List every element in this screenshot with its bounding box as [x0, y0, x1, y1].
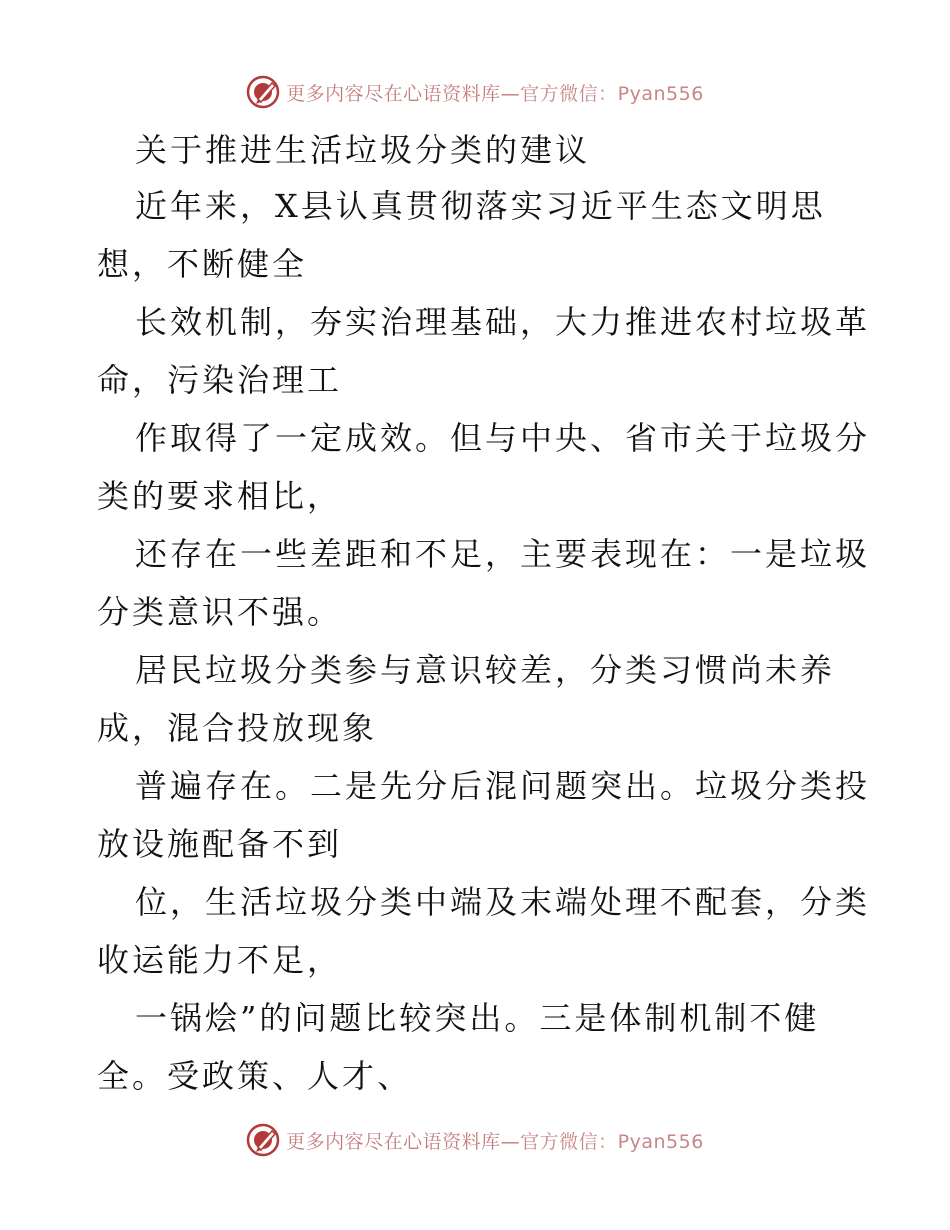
paragraph-line: 长效机制，夯实治理基础，大力推进农村垃圾革	[135, 303, 871, 341]
paragraph-line: 作取得了一定成效。但与中央、省市关于垃圾分	[135, 419, 871, 457]
paragraph-line: 收运能力不足，	[97, 941, 343, 979]
banner-wechat: 官方微信：Pyan556	[520, 1130, 704, 1153]
paragraph-line: 命，污染治理工	[97, 361, 343, 399]
paragraph-line: 放设施配备不到	[97, 825, 343, 863]
paragraph-line: 类的要求相比，	[97, 477, 343, 515]
paragraph-line: 一锅烩”的问题比较突出。三是体制机制不健	[135, 999, 820, 1037]
paragraph-line: 普遍存在。二是先分后混问题突出。垃圾分类投	[135, 767, 871, 805]
pen-logo-icon	[246, 75, 280, 109]
banner-text: 更多内容尽在心语资料库—官方微信：Pyan556	[286, 82, 704, 105]
header-banner	[0, 72, 950, 112]
document-title: 关于推进生活垃圾分类的建议	[135, 131, 591, 169]
paragraph-line: 分类意识不强。	[97, 593, 343, 631]
paragraph-line: 近年来，X县认真贯彻落实习近平生态文明思	[135, 187, 826, 225]
footer-banner	[0, 1120, 950, 1160]
paragraph-line: 成，混合投放现象	[97, 709, 378, 747]
paragraph-line: 还存在一些差距和不足，主要表现在：一是垃圾	[135, 535, 871, 573]
banner-text: 更多内容尽在心语资料库—官方微信：Pyan556	[286, 1130, 704, 1153]
paragraph-line: 居民垃圾分类参与意识较差，分类习惯尚未养	[135, 651, 836, 689]
pen-logo-icon	[246, 1123, 280, 1157]
paragraph-line: 全。受政策、人才、	[97, 1057, 413, 1095]
paragraph-line: 想，不断健全	[97, 245, 308, 283]
paragraph-line: 位，生活垃圾分类中端及末端处理不配套，分类	[135, 883, 871, 921]
banner-wechat: 官方微信：Pyan556	[520, 82, 704, 105]
